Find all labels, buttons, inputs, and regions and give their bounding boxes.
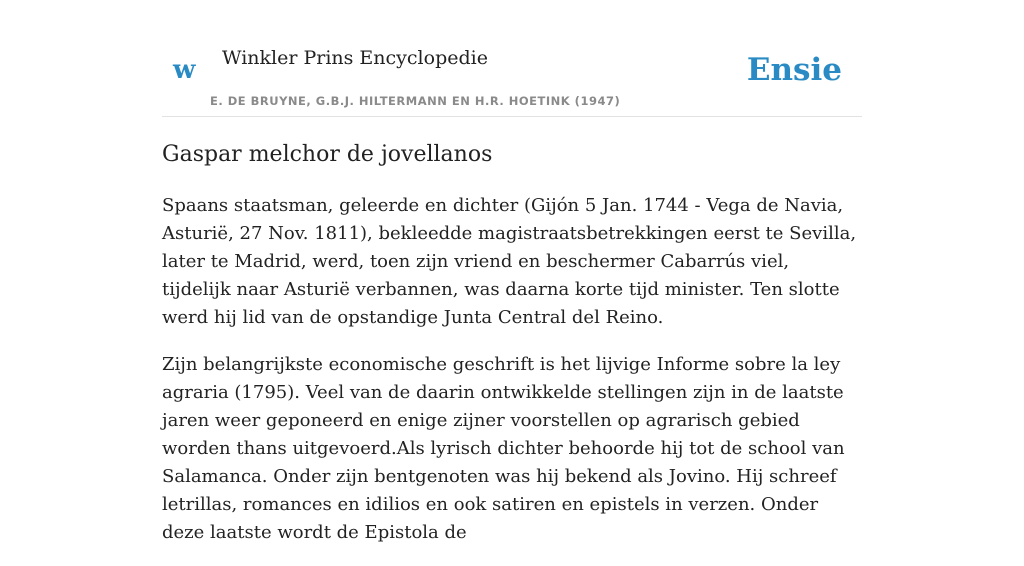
article-title: Gaspar melchor de jovellanos [162, 142, 493, 167]
publication-title[interactable]: Winkler Prins Encyclopedie [222, 47, 488, 69]
ensie-brand-logo[interactable]: Ensie [746, 52, 842, 88]
article-paragraph: Zijn belangrijkste economische geschrift is het lijvige Informe sobre la ley agraria (1795). Veel van de daarin ontwikkelde stellingen zijn in de laatste jaren weer geponeerd en enige zijner voorstellen op agrarisch gebied worden thans uitgevoerd.Als lyrisch dichter behoorde hij tot de school van Salamanca. Onder zijn bentgenoten was hij bekend als Jovino. Hij schreef letrillas, romances en idilios en ook satiren en epistels in verzen. Onder deze laatste wordt de Epistola de [162, 354, 845, 543]
winkler-prins-logo[interactable]: w [173, 55, 196, 85]
article-body [162, 192, 862, 566]
publication-header [162, 40, 862, 117]
publication-authors: E. DE BRUYNE, G.B.J. HILTERMANN EN H.R. HOETINK (1947) [210, 94, 621, 108]
article-paragraph: Spaans staatsman, geleerde en dichter (Gijón 5 Jan. 1744 - Vega de Navia, Asturië, 27 Nov. 1811), bekleedde magistraatsbetrekkingen eerst te Sevilla, later te Madrid, werd, toen zijn vriend en beschermer Cabarrús viel, tijdelijk naar Asturië verbannen, was daarna korte tijd minister. Ten slotte werd hij lid van de opstandige Junta Central del Reino. [162, 195, 857, 328]
